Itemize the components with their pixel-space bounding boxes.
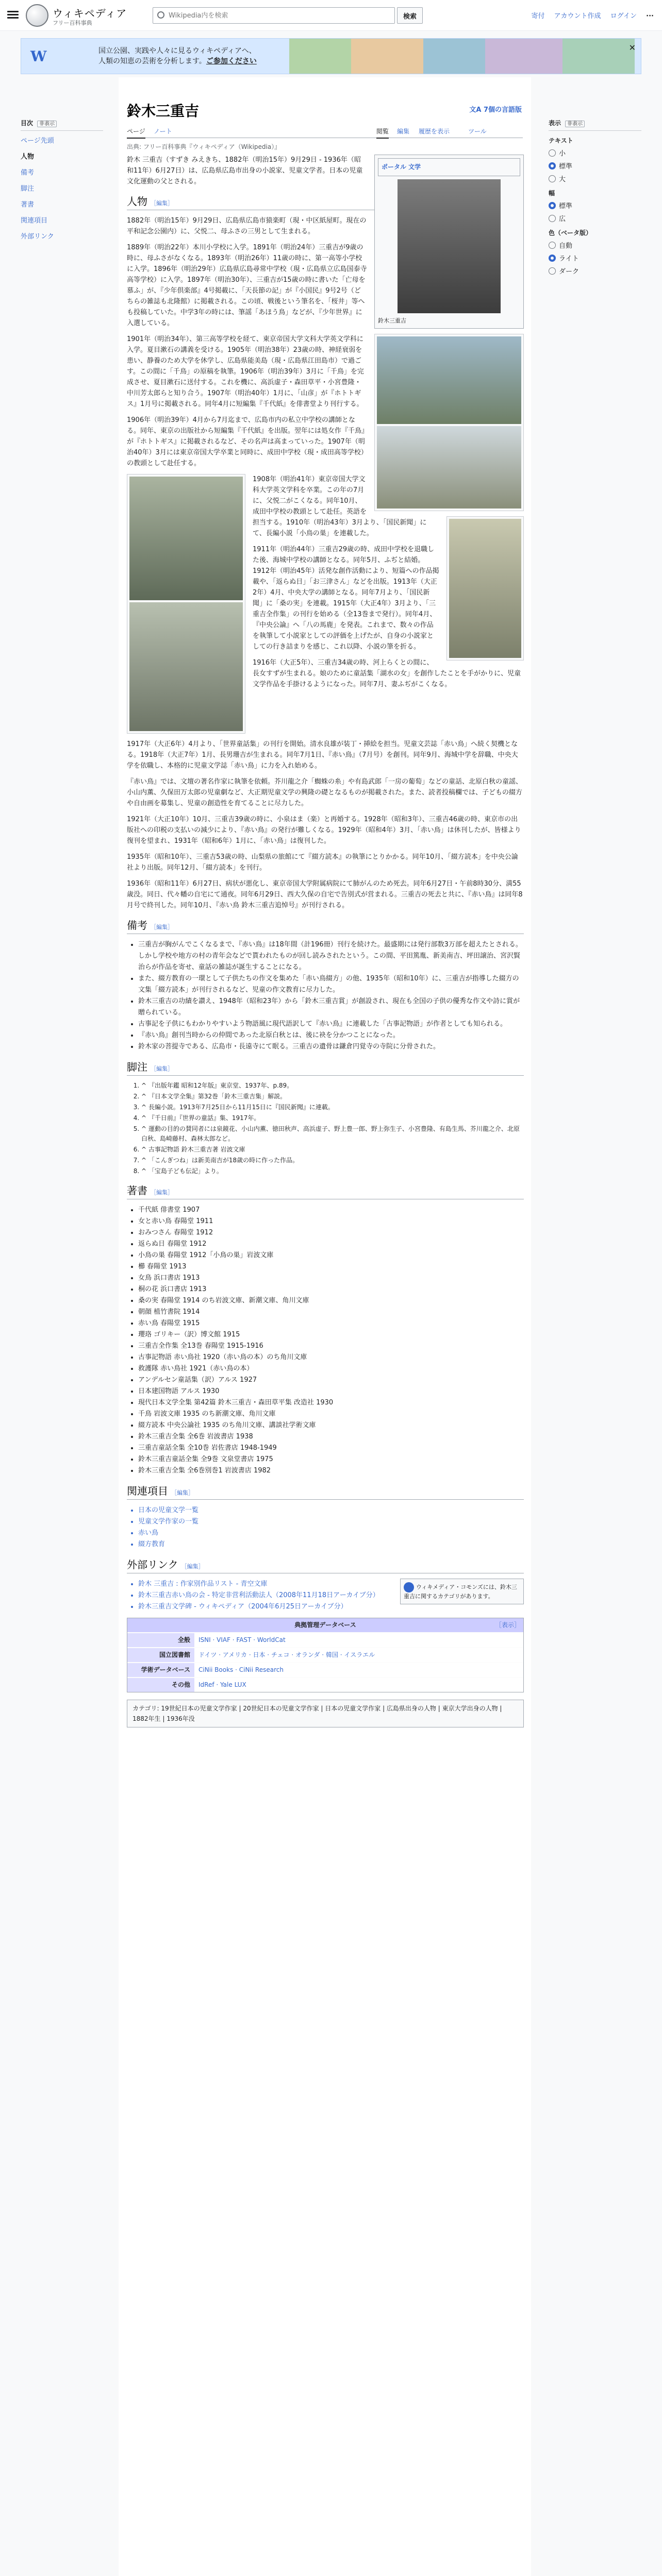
section-heading-works [127,1185,524,1199]
translate-icon: 文A [469,106,484,114]
option-label: 標準 [559,163,573,171]
paragraph: 1901年（明治34年）、第三高等学校を経て、東京帝国大学文科大学英文学科に入学。夏目漱石の講義を受ける。1905年（明治38年）23歳の時、神経衰弱を患い、静養のため大学を休学し、広島県能美島（現・広島県江田島市）で過ごす。この間に「千鳥」の原稿を執筆。1906年（明治39年）3月に「千鳥」を完成させ、夏目漱石に送付する。これを機に、高浜虚子・森田草平・小宮豊隆・中川芳太郎らと知り合う。1907年（明治40年）1月に、「山彦」が『ホトトギス』1月号に掲載される。同年4月に短編集『千代紙』を俳書堂より刊行する。 [127,335,364,408]
authority-control-navbox [127,1618,524,1692]
banner-image [485,39,562,74]
external-link[interactable]: • 鈴木三重吉文学碑 - ウィキペディア（2004年6月25日アーカイブ分） [138,1601,524,1613]
color-dark[interactable] [549,266,641,276]
radio-icon [549,149,556,157]
navbox-row [127,1662,523,1677]
paragraph: 1882年（明治15年）9月29日、広島県広島市猿楽町（現・中区紙屋町。現在の平和記念公園内）に、父悦二、母ふさの三男として生まれる。 [127,217,367,235]
section-title: 脚注 [127,1061,147,1073]
login-link[interactable]: ログイン [610,12,637,20]
monument-image[interactable] [449,519,521,658]
navbox-value[interactable]: ISNI · VIAF · FAST · WorldCat [194,1633,523,1647]
section-title: 外部リンク [127,1558,178,1571]
navbox-label: 国立図書館 [127,1648,194,1662]
section-title: 備考 [127,919,147,931]
banner-image [289,39,351,74]
list-item: • 桐の花 浜口書店 1913 [138,1284,524,1295]
list-item: • 鈴木三重吉の功績を讃え、1948年（昭和23年）から「鈴木三重吉賞」が創設され、現在も全国の子供の優秀な作文や詩に賞が贈られている。 [138,996,524,1019]
appearance-panel [549,118,641,279]
section-heading-related [127,1486,524,1500]
radio-icon [549,215,556,222]
language-button[interactable] [469,104,522,114]
width-label: 幅 [549,190,555,197]
navbox-title-text[interactable]: 典拠管理データベース [294,1621,356,1629]
paragraph: 1935年（昭和10年）、三重吉53歳の時、山梨県の旅館にて『綴方読本』の執筆にとりかかる。同年10月、「綴方読本」を中央公論社より出版。同年12月、「綴方読本」を刊行。 [127,853,518,872]
navbox-label: 全般 [127,1633,194,1647]
list-item: • 桑の実 春陽堂 1914 のち岩波文庫、新潮文庫、角川文庫 [138,1295,524,1307]
navbox-title [127,1618,523,1632]
source-line: 出典: フリー百科事典『ウィキペディア（Wikipedia）』 [127,143,281,150]
color-light[interactable] [549,253,641,263]
tab-read[interactable]: 閲覧 [376,127,389,139]
fundraising-banner [21,38,641,74]
list-item: • 三重吉全作集 全13巻 春陽堂 1915-1916 [138,1341,524,1352]
edit-section-link[interactable]: ［編集］ [151,200,173,207]
grave-image[interactable] [129,602,243,731]
tab-history[interactable]: 履歴を表示 [419,128,450,135]
footnote-item: 3. ^ 長編小説。1913年7月25日から11月15日に『国民新聞』に連載。 [141,1103,524,1112]
portrait-infobox [374,155,524,329]
list-item: • おみつさん 春陽堂 1912 [138,1227,524,1239]
width-wide[interactable] [549,213,641,223]
paragraph: 『赤い鳥』では、文壇の著名作家に執筆を依頼。芥川龍之介「蜘蛛の糸」や有島武郎「一房の葡萄」などの童話、北原白秋の童謡、小山内薫、久保田万太郎の児童劇など、大正期児童文学の興隆の礎となるものが掲載された。また、読者投稿欄では、子どもの綴方や自由画を募集し、児童の創造性を育てることに尽力した。 [127,778,523,807]
banner-participate-link[interactable]: ご参加ください [206,57,257,65]
navbox-row [127,1677,523,1692]
paragraph: 1921年（大正10年）10月、三重吉39歳の時に、小泉はま（楽）と再婚する。1928年（昭和3年）、三重吉46歳の時、東京市の出版社への印税の支払いの減少により、『赤い鳥』の発行が難しくなる。1929年（昭和4年）3月、「赤い鳥」は休刊したが、皆様より復刊を望まれ、1931年（昭和6年）1月に、「赤い鳥」は復刊した。 [127,816,521,845]
footnote-list [127,1081,524,1176]
category-links[interactable]: カテゴリ: 19世紀日本の児童文学作家 | 20世紀日本の児童文学作家 | 日本の児童文学作家 | 広島県出身の人物 | 東京大学出身の人物 | 1882年生 | 1936年没 [127,1700,524,1727]
lead-paragraph: 鈴木 三重吉（すずき みえきち、1882年（明治15年）9月29日 - 1936年（昭和11年）6月27日）は、広島県広島市出身の小説家、児童文学者。日本の児童文化運動の父とされる。 [127,156,363,185]
related-list [127,1505,524,1550]
list-item: • 櫛 春陽堂 1913 [138,1261,524,1273]
banner-logo: W [30,48,46,65]
thumbnail-figure [446,516,524,660]
portrait-image[interactable] [398,179,501,313]
monument-image[interactable] [377,426,521,509]
list-item: • 三重吉童話全集 全10巻 岩佐書店 1948-1949 [138,1443,524,1454]
list-item: • 赤い鳥 春陽堂 1915 [138,1318,524,1329]
article-content [119,77,531,2576]
list-item: • 鈴木三重吉全集 全6巻別巻1 岩波書店 1982 [138,1465,524,1477]
paragraph: 1916年（大正5年）、三重吉34歳の時、河上らくとの間に、長女すずが生まれる。娘のために童話集「湖水の女」を創作したことを手がかりに、児童文学作品を手掛けるようになった。同年7月、妻ふぢがこくなる。 [253,659,521,688]
radio-icon [549,267,556,275]
list-item: • 日本建国物語 アルス 1930 [138,1386,524,1397]
site-tagline: フリー百科事典 [53,20,92,26]
list-item: • 千代紙 俳書堂 1907 [138,1205,524,1216]
notes-list [127,939,524,1053]
paragraph: 1917年（大正6年）4月より、「世界童話集」の刊行を開始。清水良雄が装丁・挿絵を担当。児童文芸誌「赤い鳥」へ続く契機となる。1918年（大正7年）1月、長男珊吉が生まれる。同年7月1日、『赤い鳥』（7月号）を創刊。同年9月、海城中学を辞職、中央大学を依職し、本格的に児童文学誌「赤い鳥」に力を入れ始める。 [127,740,518,770]
donate-link[interactable]: 寄付 [531,12,545,20]
appearance-title: 表示 [549,120,561,127]
wikipedia-logo-icon[interactable] [26,4,48,27]
banner-image [423,39,485,74]
paragraph: 1908年（明治41年）東京帝国大学文科大学英文学科を卒業。この年の7月に、父悦二がこくなる。同年10月、成田中学校の教頭として赴任。英語を担当する。1910年（明治43年）3月より、「国民新聞」にて、長編小説「小鳥の巣」を連載した。 [253,476,427,537]
tab-talk[interactable]: ノート [154,128,172,135]
main-menu-icon[interactable] [7,9,19,21]
option-label: 自動 [559,242,573,250]
site-wordmark[interactable]: ウィキペディア [53,7,127,20]
option-label: 標準 [559,202,573,210]
paragraph: 1889年（明治22年）本川小学校に入学。1891年（明治24年）三重吉が9歳の時に、母ふさがなくなる。1893年（明治26年）11歳の時に、第一高等小学校に入学。1896年（明治29年）広島県広島尋常中学校（現・広島県立広島国泰寺高等学校）に入学。1897年（明治30年）、三重吉が15歳の時に書いた「亡母を慕ふ」が、『少年倶楽部』4号掲載に、「天長節の記」が『小国民』9号2号（どちらの雑誌も北隆館）に掲載される。この頃、戦後という筆名を、「桜井」等へも投稿していた。中学3年の時には、筆謡「あほう鳥」などが、『少年世界』に入選している。 [127,244,367,327]
toc-title: 目次 [21,120,34,127]
edit-section-link[interactable]: ［編集］ [151,924,173,930]
color-auto[interactable] [549,240,641,250]
width-standard[interactable] [549,200,641,210]
navbox-row [127,1632,523,1647]
radio-selected-icon [549,255,556,262]
create-account-link[interactable]: アカウント作成 [554,12,601,20]
appearance-header [549,118,641,131]
article-body [127,155,524,1727]
radio-icon [549,242,556,249]
banner-image [562,39,635,74]
paragraph: 1936年（昭和11年）6月27日、病状が悪化し、東京帝国大学附属病院にて肺がんのため死去。同年6月27日・午前8時30分、満55歳没。同日、代々幡の自宅にて通夜。同年6月29日、西大久保の自宅で告別式が営まれる。三重吉の死去と共に、『赤い鳥』は同年8月号で終刊した。同年10月、『赤い鳥 鈴木三重吉追悼号』が刊行される。 [127,880,523,909]
toc-item-related[interactable]: 関連項目 [21,217,48,225]
list-item: • 返らぬ日 春陽堂 1912 [138,1239,524,1250]
list-item: • 古事記物語 赤い鳥社 1920（赤い鳥の本）のち角川文庫 [138,1352,524,1363]
navbox-value[interactable]: ドイツ · アメリカ · 日本 · チェコ · オランダ · 韓国 · イスラエル [194,1648,523,1662]
navbox-label: 学術データベース [127,1663,194,1677]
list-item: • 女と赤い鳥 春陽堂 1911 [138,1216,524,1227]
list-item: • 救護隊 赤い鳥社 1921（赤い鳥の本） [138,1363,524,1375]
navbox-label: その他 [127,1678,194,1692]
search-button[interactable]: 検索 [397,7,423,24]
commons-icon [404,1582,414,1592]
toc-header [21,118,103,131]
list-item: • 現代日本文学全集 第42篇 鈴木三重吉・森田草平集 改造社 1930 [138,1397,524,1409]
navbox-row [127,1647,523,1662]
list-item: • 鈴木三重吉童話全集 全9巻 文泉堂書店 1975 [138,1454,524,1465]
toc-hide-button[interactable]: 非表示 [37,121,57,127]
list-item: • 鈴木三重吉全集 全6巻 岩波書店 1938 [138,1431,524,1443]
list-item: • 朝顔 植竹書院 1914 [138,1307,524,1318]
external-link[interactable]: • 鈴木 三重吉 : 作家別作品リスト - 青空文庫 [138,1579,524,1590]
text-size-small[interactable] [549,148,641,158]
list-item: • 古事記を子供にもわかりやすいよう物語風に現代語訳して『赤い鳥』に連載した「古事記物語」が作者としても知られる。 [138,1019,524,1030]
page-title: 鈴木三重吉 [127,103,200,120]
option-label: ダーク [559,268,580,276]
banner-text [98,46,257,66]
appearance-hide-button[interactable]: 非表示 [565,121,585,127]
thumbnail-figure-left [127,474,245,734]
grave-image[interactable] [129,477,243,600]
related-link[interactable]: • 赤い鳥 [138,1528,524,1539]
edit-section-link[interactable]: ［編集］ [171,1489,194,1496]
list-item: • 女鳥 浜口書店 1913 [138,1273,524,1284]
paragraph: 1906年（明治39年）4月から7月迄まで、広島市内の私立中学校の講師となる。同年、東京の出版社から短編集『千代紙』を出版。翌年には処女作『千鳥』が『ホトトギス』に掲載されるなど、その名声は高まっていった。1907年（明治40年）3月には東京帝国大学卒業と同時に、成田中学校（現・成田高等学校）の教頭として赴任する。 [127,416,365,467]
commons-text[interactable]: ウィキメディア・コモンズには、鈴木三重吉に関するカテゴリがあります。 [404,1584,517,1600]
toc-item-person[interactable]: 人物 [21,153,35,161]
option-label: ライト [559,255,579,263]
section-heading-external [127,1560,524,1573]
section-title: 著書 [127,1184,147,1197]
more-options-icon[interactable]: ··· [646,12,654,20]
related-link[interactable]: • 日本の児童文学一覧 [138,1505,524,1516]
related-link[interactable]: • 児童文学作家の一覧 [138,1516,524,1528]
tab-page[interactable]: ページ [127,127,145,139]
user-links [524,10,654,20]
search-icon [157,11,164,19]
navbox-value[interactable]: CiNii Books · CiNii Research [194,1663,523,1677]
list-item: • 三重吉が胸がんでこくなるまで、『赤い鳥』は18年間（計196冊）刊行を続けた。最盛期には発行部数3万部を超えたとされる。しかし学校や地方の村の青年会などで貰われたものが回し読みされたという。この間、平田篤胤、新美南吉、坪田譲治、宮沢賢治らが作品を寄せ、童話の雑誌が誕生することになる。 [138,939,524,973]
list-item: • 瓔珞 ゴリキー（訳）博文館 1915 [138,1329,524,1341]
list-item: • 綴方読本 中央公論社 1935 のち角川文庫、講談社学術文庫 [138,1420,524,1431]
option-label: 大 [559,176,566,183]
navbox-value[interactable]: IdRef · Yale LUX [194,1678,523,1692]
table-of-contents [21,118,103,247]
text-size-large[interactable] [549,174,641,183]
list-item: • アンデルセン童話集（訳）アルス 1927 [138,1375,524,1386]
language-button-label: 7個の言語版 [483,106,522,114]
radio-selected-icon [549,202,556,209]
banner-line-1: 国立公園、実践や人々に見るウィキペディアへ、 [98,47,256,55]
list-item: • また、綴方教育の一環として子供たちの作文を集めた「赤い鳥綴方」の他、1935年（昭和10年）に、三重吉が指導した綴方の文集「綴方読本」が刊行されるなど、児童の作文教育に尽力した。 [138,973,524,996]
footnote-item: 1. ^ 『出版年鑑 昭和12年版』東京堂、1937年、p.89。 [141,1081,524,1091]
search-input[interactable] [169,8,390,23]
option-label: 小 [559,150,566,158]
commons-box [400,1579,524,1604]
section-title: 関連項目 [127,1485,168,1497]
list-item: • 鈴木家の菩提寺である、広島市・長遠寺にて眠る。三重吉の遺骨は鎌倉円覚寺の寺院に分骨された。 [138,1041,524,1053]
toc-item-footnotes[interactable]: 脚注 [21,185,35,193]
section-heading-notes [127,920,524,934]
section-heading-footnotes [127,1062,524,1076]
radio-icon [549,175,556,182]
edit-section-link[interactable]: ［編集］ [181,1563,204,1570]
edit-section-link[interactable]: ［編集］ [151,1189,173,1196]
paragraph: 1911年（明治44年）三重吉29歳の時、成田中学校を退職した後、海城中学校の講師となる。同年5月、ふぢと結婚。1912年（明治45年）活発な創作活動により、短篇への作品掲載や、「返らぬ日」「お三津さん」などを出版。1913年（大正2年）4月、中央大学の講師となる。同年7月より、「国民新聞」に「桑の実」を連載。1915年（大正4年）3月より、「三重吉全作集」の刊行を始める（全13巻まで発行）。同年4月、『中央公論』へ「八の馬鹿」を発表。これまで、数々の作品を執筆して小説家としての評価を上げたが、自身の小説家としての行き詰まりを感じ、これ以降、小説の筆を折る。 [253,546,439,651]
portrait-caption: 鈴木三重吉 [378,317,406,324]
footnote-item: 8. ^ 「宝島子ども伝記」より。 [141,1166,524,1176]
footnote-item: 7. ^ 「こんぎつね」は新美南吉が18歳の時に作った作品。 [141,1156,524,1165]
site-header [0,0,662,31]
thumbnail-figure [374,334,524,511]
footnote-item: 4. ^ 『千日前』『世界の童話』集、1917年。 [141,1113,524,1123]
footnote-item: 5. ^ 運動の目的の賛同者には泉鏡花、小山内薫、徳田秋声、高浜虚子、野上豊一郎、野上弥生子、小宮豊隆、有島生馬、芥川龍之介、北原白秋、島崎藤村、森林太郎など。 [141,1124,524,1144]
related-link[interactable]: • 綴方教育 [138,1539,524,1550]
search-box [153,7,395,24]
memorial-image[interactable] [377,336,521,424]
toc-item-notes[interactable]: 備考 [21,169,35,177]
list-item: • 小鳥の巣 春陽堂 1912「小鳥の巣」岩波文庫 [138,1250,524,1261]
toc-item-works[interactable]: 著書 [21,201,35,209]
text-size-standard[interactable] [549,161,641,171]
option-label: 広 [559,215,566,223]
footnote-item: 6. ^ 古事記物語 鈴木三重吉著 岩波文庫 [141,1145,524,1155]
works-list [127,1205,524,1477]
toc-item-top[interactable]: ページ先頭 [21,137,54,145]
text-size-label: テキスト [549,137,573,144]
list-item: • 千鳥 岩波文庫 1935 のち新潮文庫、角川文庫 [138,1409,524,1420]
toc-item-external[interactable]: 外部リンク [21,233,54,241]
close-icon[interactable]: ✕ [628,43,636,53]
page-tabs [127,125,523,138]
list-item: • 『赤い鳥』創刊当時からの仲間であった北原白秋とは、後に袂を分かつことになった。 [138,1030,524,1041]
banner-line-2: 人類の知恵の芸術を分析します。 [98,57,206,65]
radio-selected-icon [549,162,556,170]
section-title: 人物 [127,195,147,208]
tab-edit[interactable]: 編集 [397,128,410,135]
tab-tools[interactable]: ツール [468,128,487,135]
footnote-item: 2. ^ 『日本文学全集』第32巻「鈴木三重吉集」解説。 [141,1092,524,1101]
portal-literature-link[interactable]: ポータル 文学 [378,158,520,176]
edit-section-link[interactable]: ［編集］ [151,1065,173,1072]
external-link[interactable]: • 鈴木三重吉赤い鳥の会 - 特定非営利活動法人（2008年11月18日アーカイブ分） [138,1590,524,1601]
banner-image [351,39,423,74]
navbox-toggle[interactable]: ［表示］ [495,1621,520,1629]
color-label: 色（ベータ版） [549,229,592,236]
